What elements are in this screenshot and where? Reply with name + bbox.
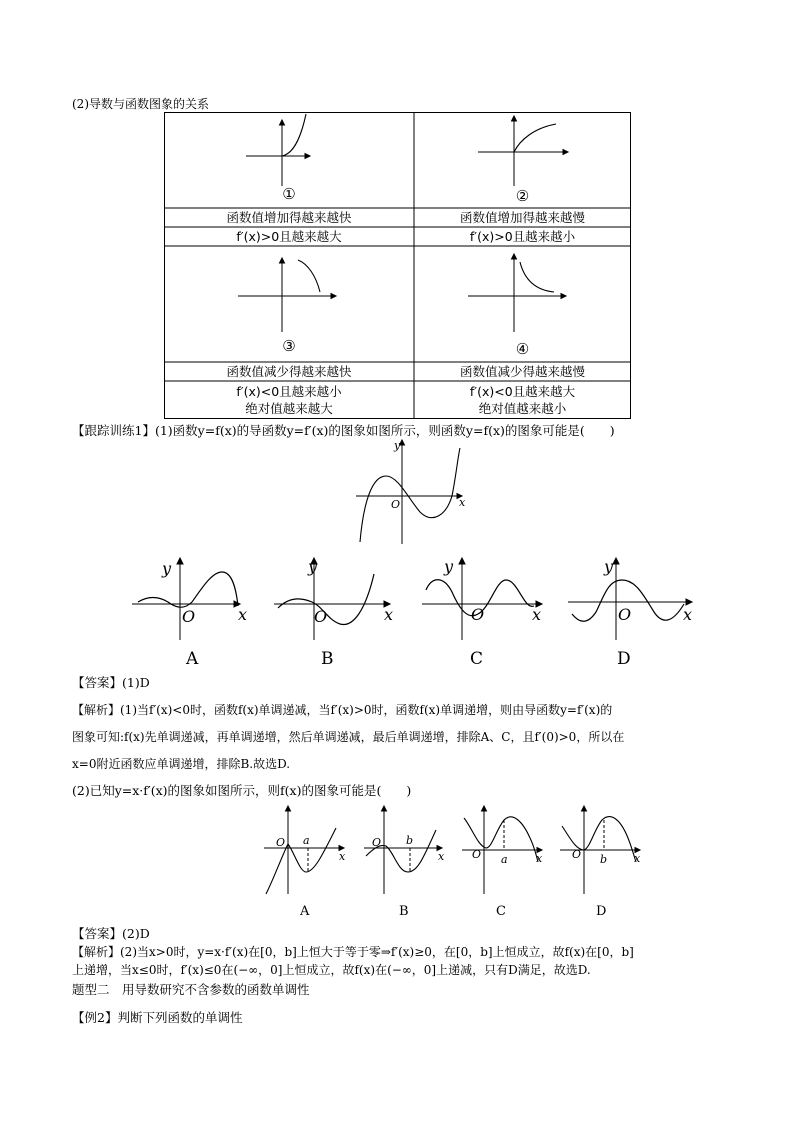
ex2-c-o: O <box>472 848 482 861</box>
option-a-o: O <box>182 607 196 626</box>
example2-heading: 【例2】判断下列函数的单调性 <box>72 1010 243 1025</box>
ex2-a-x: x <box>339 850 346 863</box>
option-b-y: y <box>308 557 318 576</box>
deriv-decreasing-faster: f′(x)<0且越来越小 <box>236 384 342 399</box>
ex2-a-point: a <box>303 834 310 847</box>
ex2-c-point: a <box>501 853 508 866</box>
ex2-option-a-label: A <box>300 904 310 919</box>
exercise2-analysis-line1: 【解析】(2)当x>0时，y=x·f′(x)在[0，b]上恒大于等于零⇒f′(x)≥0，在[0，b]上恒成立，故f(x)在[0，b] <box>72 945 634 959</box>
graph-decreasing-faster <box>238 258 336 332</box>
option-a-graph <box>132 558 240 640</box>
ex2-a-o: O <box>276 836 286 849</box>
ex2-b-x: x <box>438 850 445 863</box>
ex2-c-x: x <box>536 852 543 865</box>
option-d-o: O <box>618 605 632 624</box>
option-c-label: C <box>470 649 484 669</box>
exercise1-options <box>128 552 704 670</box>
origin-label: O <box>391 498 401 511</box>
option-a-y: y <box>162 559 172 578</box>
option-a-x: x <box>238 605 248 624</box>
option-c-x: x <box>532 605 542 624</box>
graph-decreasing-slower <box>468 254 566 332</box>
deriv-decreasing-slower: f′(x)<0且越来越大 <box>469 384 576 399</box>
label-circled-4: ④ <box>515 340 530 358</box>
graph-increasing-faster <box>246 114 310 186</box>
desc-decreasing-faster: 函数值减少得越来越快 <box>226 364 352 379</box>
label-circled-3: ③ <box>282 337 296 355</box>
option-b-graph <box>274 558 390 640</box>
ex2-option-d-label: D <box>596 904 607 919</box>
option-b-x: x <box>384 605 394 624</box>
graph-increasing-slower <box>478 116 568 186</box>
exercise1-analysis-line1: 【解析】(1)当f′(x)<0时，函数f(x)单调递减，当f′(x)>0时，函数f(x)单调递增，则由导函数y=f′(x)的 <box>72 703 613 717</box>
axis-y-label: y <box>394 439 401 452</box>
option-b-label: B <box>321 649 334 669</box>
option-d-graph <box>568 558 692 640</box>
topic2-heading: 题型二 用导数研究不含参数的函数单调性 <box>72 982 310 997</box>
option-c-y: y <box>444 557 454 576</box>
ex2-d-o: O <box>572 848 582 861</box>
abs-decreasing-faster: 绝对值越来越大 <box>245 401 333 416</box>
option-d-label: D <box>617 649 631 669</box>
label-circled-1: ① <box>282 185 296 203</box>
ex2-option-a-graph <box>264 806 344 894</box>
exercise1-answer: 【答案】(1)D <box>72 675 150 690</box>
section-intro: (2)导数与函数图象的关系 <box>72 97 209 111</box>
exercise2-options <box>258 800 648 920</box>
ex2-d-point: b <box>600 853 608 866</box>
axis-x-label: x <box>459 496 466 509</box>
deriv-increasing-slower: f′(x)>0且越来越小 <box>469 229 576 244</box>
ex2-d-x: x <box>634 852 641 865</box>
desc-decreasing-slower: 函数值减少得越来越慢 <box>459 364 585 379</box>
ex2-option-b-graph <box>364 806 442 894</box>
ex2-b-point: b <box>406 834 414 847</box>
desc-increasing-slower: 函数值增加得越来越慢 <box>459 210 585 225</box>
derivative-graph <box>350 436 480 548</box>
ex2-b-o: O <box>372 836 382 849</box>
option-d-y: y <box>604 557 614 576</box>
option-b-o: O <box>314 607 328 626</box>
exercise1-question: 【跟踪训练1】(1)函数y=f(x)的导函数y=f′(x)的图象如图所示，则函数y=f(x)的图象可能是( ) <box>72 423 615 438</box>
exercise2-question: (2)已知y=x·f′(x)的图象如图所示，则f(x)的图象可能是( ) <box>72 783 412 798</box>
abs-decreasing-slower: 绝对值越来越小 <box>478 401 567 416</box>
option-c-o: O <box>471 605 485 624</box>
exercise2-analysis-line2: 上递增，当x≤0时，f′(x)≤0在(−∞，0]上恒成立，故f(x)在(−∞，0]上递减，只有D满足，故选D. <box>72 963 591 977</box>
deriv-increasing-faster: f′(x)>0且越来越大 <box>236 229 342 244</box>
exercise1-analysis-line3: x=0附近函数应单调递增，排除B.故选D. <box>72 757 291 771</box>
option-a-label: A <box>186 649 199 669</box>
label-circled-2: ② <box>515 187 530 205</box>
desc-increasing-faster: 函数值增加得越来越快 <box>226 210 352 225</box>
exercise1-analysis-line2: 图象可知:f(x)先单调递减，再单调递增，然后单调递减，最后单调递增，排除A、C，且f′(0)>0，所以在 <box>72 730 625 744</box>
option-c-graph <box>422 558 542 640</box>
ex2-option-b-label: B <box>399 904 409 919</box>
exercise2-answer: 【答案】(2)D <box>72 926 150 941</box>
option-d-x: x <box>683 605 693 624</box>
ex2-option-c-label: C <box>496 904 506 919</box>
